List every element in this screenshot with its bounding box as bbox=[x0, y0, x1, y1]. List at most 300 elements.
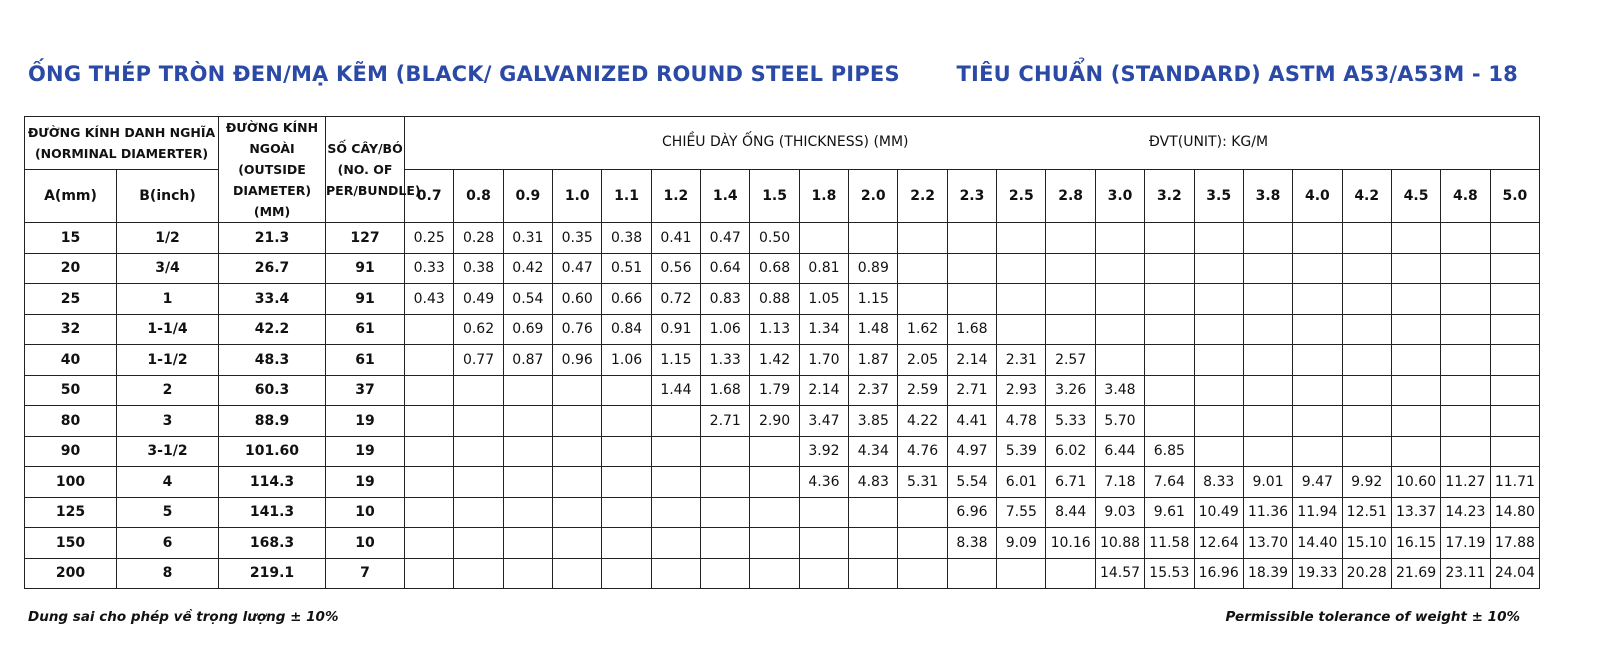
weight-cell bbox=[898, 528, 947, 559]
weight-cell bbox=[1391, 406, 1440, 437]
bundle-count-cell: 19 bbox=[326, 467, 405, 498]
outside-diameter-cell: 42.2 bbox=[219, 314, 326, 345]
weight-cell: 4.41 bbox=[947, 406, 996, 437]
weight-cell bbox=[1441, 345, 1490, 376]
weight-cell bbox=[454, 497, 503, 528]
weight-cell: 9.47 bbox=[1293, 467, 1342, 498]
weight-cell bbox=[1145, 345, 1194, 376]
weight-cell bbox=[1441, 253, 1490, 284]
weight-cell bbox=[1293, 406, 1342, 437]
weight-cell bbox=[405, 528, 454, 559]
weight-cell: 13.70 bbox=[1243, 528, 1292, 559]
weight-cell: 3.92 bbox=[799, 436, 848, 467]
thickness-col-header: 0.9 bbox=[503, 170, 552, 223]
weight-cell: 0.47 bbox=[701, 223, 750, 254]
weight-cell: 6.02 bbox=[1046, 436, 1095, 467]
weight-cell bbox=[1441, 375, 1490, 406]
weight-cell: 23.11 bbox=[1441, 558, 1490, 589]
thickness-col-header: 3.0 bbox=[1095, 170, 1144, 223]
weight-cell: 1.62 bbox=[898, 314, 947, 345]
weight-cell bbox=[503, 497, 552, 528]
thickness-col-header: 4.5 bbox=[1391, 170, 1440, 223]
weight-cell: 2.14 bbox=[947, 345, 996, 376]
weight-cell bbox=[1441, 223, 1490, 254]
weight-cell: 5.70 bbox=[1095, 406, 1144, 437]
nominal-mm-cell: 100 bbox=[25, 467, 117, 498]
weight-cell bbox=[1095, 223, 1144, 254]
weight-cell bbox=[1490, 406, 1540, 437]
col-b-header: B(inch) bbox=[117, 170, 219, 223]
weight-cell bbox=[799, 223, 848, 254]
weight-cell bbox=[602, 436, 651, 467]
weight-cell: 0.49 bbox=[454, 284, 503, 315]
nominal-inch-cell: 1 bbox=[117, 284, 219, 315]
weight-cell bbox=[405, 467, 454, 498]
thickness-col-header: 2.5 bbox=[997, 170, 1046, 223]
weight-cell bbox=[1046, 558, 1095, 589]
weight-cell bbox=[1342, 314, 1391, 345]
weight-cell bbox=[1194, 345, 1243, 376]
weight-cell bbox=[1194, 223, 1243, 254]
weight-cell: 0.35 bbox=[553, 223, 602, 254]
table-row bbox=[25, 528, 1540, 559]
nominal-inch-cell: 5 bbox=[117, 497, 219, 528]
weight-cell bbox=[750, 528, 799, 559]
weight-cell: 24.04 bbox=[1490, 558, 1540, 589]
weight-cell: 7.64 bbox=[1145, 467, 1194, 498]
weight-cell: 6.71 bbox=[1046, 467, 1095, 498]
weight-cell bbox=[1194, 375, 1243, 406]
weight-cell: 0.51 bbox=[602, 253, 651, 284]
outside-diameter-cell: 60.3 bbox=[219, 375, 326, 406]
weight-cell: 0.69 bbox=[503, 314, 552, 345]
table-row bbox=[25, 558, 1540, 589]
weight-cell: 0.38 bbox=[602, 223, 651, 254]
weight-cell bbox=[405, 345, 454, 376]
outside-diameter-cell: 33.4 bbox=[219, 284, 326, 315]
weight-cell bbox=[602, 497, 651, 528]
nominal-inch-cell: 1-1/4 bbox=[117, 314, 219, 345]
outside-diameter-cell: 168.3 bbox=[219, 528, 326, 559]
weight-cell bbox=[1293, 314, 1342, 345]
weight-cell: 3.47 bbox=[799, 406, 848, 437]
nominal-mm-cell: 25 bbox=[25, 284, 117, 315]
weight-cell bbox=[898, 558, 947, 589]
weight-cell: 0.33 bbox=[405, 253, 454, 284]
weight-cell: 6.01 bbox=[997, 467, 1046, 498]
weight-cell: 0.56 bbox=[651, 253, 700, 284]
thickness-col-header: 2.2 bbox=[898, 170, 947, 223]
tolerance-note-en: Permissible tolerance of weight ± 10% bbox=[1225, 609, 1520, 625]
weight-cell bbox=[454, 558, 503, 589]
weight-cell bbox=[602, 528, 651, 559]
weight-cell bbox=[701, 528, 750, 559]
weight-cell: 0.47 bbox=[553, 253, 602, 284]
weight-cell bbox=[1046, 253, 1095, 284]
weight-cell bbox=[503, 375, 552, 406]
weight-cell: 2.05 bbox=[898, 345, 947, 376]
bundle-count-cell: 19 bbox=[326, 406, 405, 437]
nominal-diameter-header: ĐƯỜNG KÍNH DANH NGHĨA (NORMINAL DIAMERTER) bbox=[25, 117, 219, 170]
weight-cell bbox=[1243, 375, 1292, 406]
weight-cell: 0.87 bbox=[503, 345, 552, 376]
weight-cell bbox=[1046, 284, 1095, 315]
weight-cell bbox=[553, 497, 602, 528]
weight-cell bbox=[701, 497, 750, 528]
weight-cell bbox=[405, 406, 454, 437]
weight-cell bbox=[1342, 223, 1391, 254]
weight-cell: 0.31 bbox=[503, 223, 552, 254]
weight-cell: 2.59 bbox=[898, 375, 947, 406]
weight-cell bbox=[750, 436, 799, 467]
weight-cell bbox=[1293, 223, 1342, 254]
weight-cell bbox=[997, 253, 1046, 284]
weight-cell: 4.97 bbox=[947, 436, 996, 467]
weight-cell: 14.40 bbox=[1293, 528, 1342, 559]
weight-cell: 2.37 bbox=[849, 375, 898, 406]
table-row bbox=[25, 223, 1540, 254]
weight-cell: 15.10 bbox=[1342, 528, 1391, 559]
weight-cell: 14.57 bbox=[1095, 558, 1144, 589]
weight-cell: 1.33 bbox=[701, 345, 750, 376]
weight-cell: 5.33 bbox=[1046, 406, 1095, 437]
nominal-inch-cell: 1-1/2 bbox=[117, 345, 219, 376]
weight-cell bbox=[405, 436, 454, 467]
weight-cell: 14.23 bbox=[1441, 497, 1490, 528]
weight-cell bbox=[1391, 314, 1440, 345]
weight-cell bbox=[602, 406, 651, 437]
weight-cell: 1.48 bbox=[849, 314, 898, 345]
weight-cell: 6.85 bbox=[1145, 436, 1194, 467]
weight-cell bbox=[947, 253, 996, 284]
weight-cell bbox=[701, 467, 750, 498]
weight-cell: 12.64 bbox=[1194, 528, 1243, 559]
bundle-count-cell: 10 bbox=[326, 497, 405, 528]
thickness-col-header: 1.0 bbox=[553, 170, 602, 223]
page-title: ỐNG THÉP TRÒN ĐEN/MẠ KẼM (BLACK/ GALVANIZED ROUND STEEL PIPES bbox=[28, 62, 900, 86]
weight-cell bbox=[503, 436, 552, 467]
weight-cell: 0.54 bbox=[503, 284, 552, 315]
tolerance-note-vi: Dung sai cho phép về trọng lượng ± 10% bbox=[28, 609, 339, 625]
weight-cell: 0.25 bbox=[405, 223, 454, 254]
weight-cell: 4.36 bbox=[799, 467, 848, 498]
nominal-mm-cell: 40 bbox=[25, 345, 117, 376]
weight-cell: 8.38 bbox=[947, 528, 996, 559]
weight-cell bbox=[1095, 253, 1144, 284]
weight-cell bbox=[651, 406, 700, 437]
weight-cell bbox=[849, 528, 898, 559]
weight-cell bbox=[1490, 375, 1540, 406]
weight-cell bbox=[1342, 253, 1391, 284]
weight-cell bbox=[503, 528, 552, 559]
weight-cell bbox=[405, 314, 454, 345]
thickness-col-header: 1.2 bbox=[651, 170, 700, 223]
weight-cell: 0.64 bbox=[701, 253, 750, 284]
weight-cell bbox=[651, 497, 700, 528]
weight-cell bbox=[1194, 253, 1243, 284]
weight-cell bbox=[1095, 284, 1144, 315]
nominal-inch-cell: 2 bbox=[117, 375, 219, 406]
weight-cell: 18.39 bbox=[1243, 558, 1292, 589]
weight-cell: 14.80 bbox=[1490, 497, 1540, 528]
weight-cell: 17.88 bbox=[1490, 528, 1540, 559]
nominal-mm-cell: 32 bbox=[25, 314, 117, 345]
weight-cell bbox=[997, 558, 1046, 589]
weight-cell: 15.53 bbox=[1145, 558, 1194, 589]
weight-cell: 1.06 bbox=[701, 314, 750, 345]
weight-cell bbox=[1342, 406, 1391, 437]
weight-cell bbox=[1490, 223, 1540, 254]
weight-cell: 4.76 bbox=[898, 436, 947, 467]
weight-cell bbox=[553, 467, 602, 498]
weight-cell bbox=[750, 467, 799, 498]
weight-cell: 5.31 bbox=[898, 467, 947, 498]
weight-cell bbox=[1490, 253, 1540, 284]
weight-cell bbox=[1490, 345, 1540, 376]
weight-cell bbox=[997, 314, 1046, 345]
weight-cell: 21.69 bbox=[1391, 558, 1440, 589]
weight-cell bbox=[553, 406, 602, 437]
weight-cell bbox=[1391, 284, 1440, 315]
weight-cell bbox=[1490, 284, 1540, 315]
weight-cell: 1.68 bbox=[701, 375, 750, 406]
outside-diameter-cell: 101.60 bbox=[219, 436, 326, 467]
thickness-col-header: 3.2 bbox=[1145, 170, 1194, 223]
weight-cell: 1.79 bbox=[750, 375, 799, 406]
weight-cell: 11.71 bbox=[1490, 467, 1540, 498]
weight-cell bbox=[898, 284, 947, 315]
table-row bbox=[25, 406, 1540, 437]
weight-cell bbox=[1243, 406, 1292, 437]
weight-cell bbox=[1046, 223, 1095, 254]
weight-cell bbox=[405, 375, 454, 406]
weight-cell: 5.54 bbox=[947, 467, 996, 498]
thickness-title: CHIỀU DÀY ỐNG (THICKNESS) (MM) bbox=[662, 134, 909, 150]
weight-cell bbox=[503, 467, 552, 498]
weight-cell bbox=[1194, 314, 1243, 345]
weight-cell: 16.96 bbox=[1194, 558, 1243, 589]
weight-cell bbox=[553, 436, 602, 467]
weight-cell: 10.49 bbox=[1194, 497, 1243, 528]
weight-cell bbox=[997, 223, 1046, 254]
nominal-inch-cell: 6 bbox=[117, 528, 219, 559]
weight-cell bbox=[405, 497, 454, 528]
weight-cell: 0.66 bbox=[602, 284, 651, 315]
weight-cell bbox=[1293, 375, 1342, 406]
bundle-count-cell: 61 bbox=[326, 345, 405, 376]
weight-cell bbox=[651, 558, 700, 589]
weight-cell bbox=[849, 558, 898, 589]
weight-cell: 1.15 bbox=[651, 345, 700, 376]
weight-cell: 10.88 bbox=[1095, 528, 1144, 559]
outside-diameter-cell: 21.3 bbox=[219, 223, 326, 254]
weight-cell: 2.71 bbox=[947, 375, 996, 406]
bundle-count-cell: 37 bbox=[326, 375, 405, 406]
weight-cell bbox=[898, 497, 947, 528]
weight-cell bbox=[1391, 345, 1440, 376]
weight-cell: 0.68 bbox=[750, 253, 799, 284]
weight-cell bbox=[1441, 284, 1490, 315]
thickness-col-header: 4.0 bbox=[1293, 170, 1342, 223]
table-row bbox=[25, 436, 1540, 467]
weight-cell: 2.31 bbox=[997, 345, 1046, 376]
weight-cell: 0.28 bbox=[454, 223, 503, 254]
weight-cell bbox=[602, 558, 651, 589]
thickness-col-header: 3.5 bbox=[1194, 170, 1243, 223]
weight-cell bbox=[454, 406, 503, 437]
standard-title: TIÊU CHUẨN (STANDARD) ASTM A53/A53M - 18 bbox=[956, 62, 1518, 86]
thickness-col-header: 2.3 bbox=[947, 170, 996, 223]
weight-cell bbox=[553, 528, 602, 559]
weight-cell bbox=[947, 558, 996, 589]
weight-cell bbox=[602, 375, 651, 406]
weight-cell bbox=[1391, 223, 1440, 254]
weight-cell: 11.94 bbox=[1293, 497, 1342, 528]
weight-cell bbox=[1145, 284, 1194, 315]
weight-cell bbox=[1342, 436, 1391, 467]
weight-cell: 0.77 bbox=[454, 345, 503, 376]
table-row bbox=[25, 467, 1540, 498]
weight-cell: 7.18 bbox=[1095, 467, 1144, 498]
nominal-inch-cell: 3 bbox=[117, 406, 219, 437]
weight-cell: 17.19 bbox=[1441, 528, 1490, 559]
weight-cell: 20.28 bbox=[1342, 558, 1391, 589]
weight-cell: 10.16 bbox=[1046, 528, 1095, 559]
nominal-mm-cell: 20 bbox=[25, 253, 117, 284]
weight-cell: 1.68 bbox=[947, 314, 996, 345]
weight-cell bbox=[1391, 436, 1440, 467]
weight-cell: 11.27 bbox=[1441, 467, 1490, 498]
nominal-inch-cell: 3/4 bbox=[117, 253, 219, 284]
weight-cell: 10.60 bbox=[1391, 467, 1440, 498]
bundle-count-cell: 19 bbox=[326, 436, 405, 467]
weight-cell bbox=[1293, 436, 1342, 467]
weight-cell bbox=[1243, 436, 1292, 467]
weight-cell bbox=[849, 223, 898, 254]
weight-cell: 1.13 bbox=[750, 314, 799, 345]
nominal-mm-cell: 80 bbox=[25, 406, 117, 437]
thickness-col-header: 2.0 bbox=[849, 170, 898, 223]
weight-cell: 0.43 bbox=[405, 284, 454, 315]
nominal-mm-cell: 15 bbox=[25, 223, 117, 254]
thickness-col-header: 0.7 bbox=[405, 170, 454, 223]
nominal-mm-cell: 150 bbox=[25, 528, 117, 559]
weight-cell: 4.83 bbox=[849, 467, 898, 498]
thickness-col-header: 4.2 bbox=[1342, 170, 1391, 223]
weight-cell: 1.44 bbox=[651, 375, 700, 406]
weight-cell bbox=[651, 528, 700, 559]
weight-cell: 13.37 bbox=[1391, 497, 1440, 528]
weight-cell bbox=[651, 467, 700, 498]
weight-cell bbox=[898, 253, 947, 284]
weight-cell bbox=[1293, 284, 1342, 315]
weight-cell bbox=[1046, 314, 1095, 345]
weight-cell: 16.15 bbox=[1391, 528, 1440, 559]
weight-cell bbox=[1441, 436, 1490, 467]
outside-diameter-cell: 141.3 bbox=[219, 497, 326, 528]
weight-cell: 6.44 bbox=[1095, 436, 1144, 467]
weight-cell: 0.89 bbox=[849, 253, 898, 284]
table-row bbox=[25, 497, 1540, 528]
thickness-col-header: 1.1 bbox=[602, 170, 651, 223]
weight-cell bbox=[1243, 223, 1292, 254]
thickness-col-header: 0.8 bbox=[454, 170, 503, 223]
pipe-spec-table bbox=[24, 116, 1540, 589]
weight-cell: 9.01 bbox=[1243, 467, 1292, 498]
outside-diameter-cell: 26.7 bbox=[219, 253, 326, 284]
weight-cell bbox=[1490, 436, 1540, 467]
weight-cell: 0.62 bbox=[454, 314, 503, 345]
nominal-inch-cell: 3-1/2 bbox=[117, 436, 219, 467]
weight-cell bbox=[1243, 253, 1292, 284]
weight-cell bbox=[651, 436, 700, 467]
weight-cell bbox=[750, 497, 799, 528]
thickness-col-header: 1.4 bbox=[701, 170, 750, 223]
weight-cell bbox=[849, 497, 898, 528]
weight-cell bbox=[799, 558, 848, 589]
weight-cell bbox=[1293, 253, 1342, 284]
nominal-inch-cell: 8 bbox=[117, 558, 219, 589]
weight-cell bbox=[701, 436, 750, 467]
weight-cell: 0.42 bbox=[503, 253, 552, 284]
weight-cell: 5.39 bbox=[997, 436, 1046, 467]
weight-cell bbox=[454, 375, 503, 406]
thickness-col-header: 4.8 bbox=[1441, 170, 1490, 223]
weight-cell: 7.55 bbox=[997, 497, 1046, 528]
nominal-inch-cell: 4 bbox=[117, 467, 219, 498]
weight-cell: 2.57 bbox=[1046, 345, 1095, 376]
weight-cell bbox=[1145, 314, 1194, 345]
weight-cell: 0.76 bbox=[553, 314, 602, 345]
bundle-count-cell: 91 bbox=[326, 253, 405, 284]
weight-cell: 12.51 bbox=[1342, 497, 1391, 528]
weight-cell: 0.96 bbox=[553, 345, 602, 376]
weight-cell: 1.34 bbox=[799, 314, 848, 345]
thickness-col-header: 5.0 bbox=[1490, 170, 1540, 223]
weight-cell: 3.26 bbox=[1046, 375, 1095, 406]
nominal-mm-cell: 50 bbox=[25, 375, 117, 406]
weight-cell bbox=[1194, 436, 1243, 467]
weight-cell: 2.93 bbox=[997, 375, 1046, 406]
weight-cell bbox=[799, 528, 848, 559]
thickness-col-header: 1.8 bbox=[799, 170, 848, 223]
unit-label: ĐVT(UNIT): KG/M bbox=[1149, 134, 1269, 150]
weight-cell bbox=[701, 558, 750, 589]
outside-diameter-cell: 88.9 bbox=[219, 406, 326, 437]
weight-cell: 0.60 bbox=[553, 284, 602, 315]
weight-cell bbox=[553, 375, 602, 406]
weight-cell bbox=[454, 528, 503, 559]
weight-cell bbox=[1293, 345, 1342, 376]
weight-cell bbox=[1145, 253, 1194, 284]
weight-cell: 3.85 bbox=[849, 406, 898, 437]
nominal-mm-cell: 200 bbox=[25, 558, 117, 589]
weight-cell: 19.33 bbox=[1293, 558, 1342, 589]
weight-cell: 0.88 bbox=[750, 284, 799, 315]
weight-cell: 0.84 bbox=[602, 314, 651, 345]
weight-cell: 0.83 bbox=[701, 284, 750, 315]
bundle-count-cell: 91 bbox=[326, 284, 405, 315]
weight-cell: 8.44 bbox=[1046, 497, 1095, 528]
weight-cell bbox=[1441, 406, 1490, 437]
bundle-count-cell: 10 bbox=[326, 528, 405, 559]
weight-cell: 0.50 bbox=[750, 223, 799, 254]
weight-cell bbox=[405, 558, 454, 589]
weight-cell: 2.71 bbox=[701, 406, 750, 437]
weight-cell bbox=[503, 406, 552, 437]
weight-cell: 0.81 bbox=[799, 253, 848, 284]
weight-cell bbox=[1145, 406, 1194, 437]
